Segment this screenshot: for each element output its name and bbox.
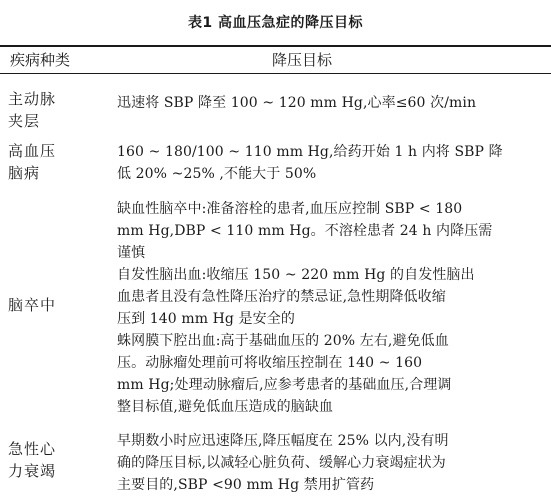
row-stroke-target bbox=[117, 198, 547, 418]
target-line: 低 20% ~25% ,不能大于 50% bbox=[117, 166, 317, 182]
row-aortic-dissection-target bbox=[117, 92, 547, 114]
row-acute-heart-failure-target bbox=[117, 430, 547, 496]
target-line: 确的降压目标,以减轻心脏负荷、缓解心力衰竭症状为 bbox=[117, 455, 446, 471]
type-line: 急性心 bbox=[8, 440, 57, 458]
target-line: 自发性脑出血:收缩压 150 ~ 220 mm Hg 的自发性脑出 bbox=[117, 267, 475, 283]
row-stroke-type bbox=[8, 294, 98, 316]
table-caption: 表1 高血压急症的降压目标 bbox=[187, 15, 364, 31]
type-line: 高血压 bbox=[8, 142, 57, 160]
header-disease: 疾病种类 bbox=[10, 51, 71, 69]
target-line: 谨慎 bbox=[117, 245, 146, 261]
header-target: 降压目标 bbox=[272, 51, 333, 69]
row-hypertensive-encephalopathy-target bbox=[117, 141, 547, 185]
type-line: 力衰竭 bbox=[8, 462, 57, 480]
target-line: 蛛网膜下腔出血:高于基础血压的 20% 左右,避免低血 bbox=[117, 333, 449, 349]
target-line: 血患者且没有急性降压治疗的禁忌证,急性期降低收缩 bbox=[117, 289, 446, 305]
table-header-rule bbox=[0, 73, 551, 74]
type-line: 主动脉 bbox=[8, 90, 57, 108]
type-line: 夹层 bbox=[8, 112, 41, 130]
target-line: 早期数小时应迅速降压,降压幅度在 25% 以内,没有明 bbox=[117, 433, 449, 449]
target-line: 160 ~ 180/100 ~ 110 mm Hg,给药开始 1 h 内将 SBP 降 bbox=[117, 144, 503, 160]
target-line: mm Hg,DBP < 110 mm Hg。不溶栓患者 24 h 内降压需 bbox=[117, 223, 493, 239]
target-line: 主要目的,SBP <90 mm Hg 禁用扩管药 bbox=[117, 477, 375, 493]
type-line: 脑病 bbox=[8, 164, 41, 182]
target-line: 缺血性脑卒中:准备溶栓的患者,血压应控制 SBP < 180 bbox=[117, 201, 463, 217]
target-line: 整目标值,避免低血压造成的脑缺血 bbox=[117, 399, 334, 415]
target-line: 压。动脉瘤处理前可将收缩压控制在 140 ~ 160 bbox=[117, 355, 423, 371]
row-acute-heart-failure-type bbox=[8, 438, 98, 482]
type-line: 脑卒中 bbox=[8, 296, 57, 314]
row-aortic-dissection-type bbox=[8, 88, 98, 132]
target-line: mm Hg;处理动脉瘤后,应参考患者的基础血压,合理调 bbox=[117, 377, 452, 393]
target-line: 压到 140 mm Hg 是安全的 bbox=[117, 311, 295, 327]
table-top-rule bbox=[0, 45, 551, 47]
target-line: 迅速将 SBP 降至 100 ~ 120 mm Hg,心率≤60 次/min bbox=[117, 95, 477, 111]
row-hypertensive-encephalopathy-type bbox=[8, 140, 98, 184]
